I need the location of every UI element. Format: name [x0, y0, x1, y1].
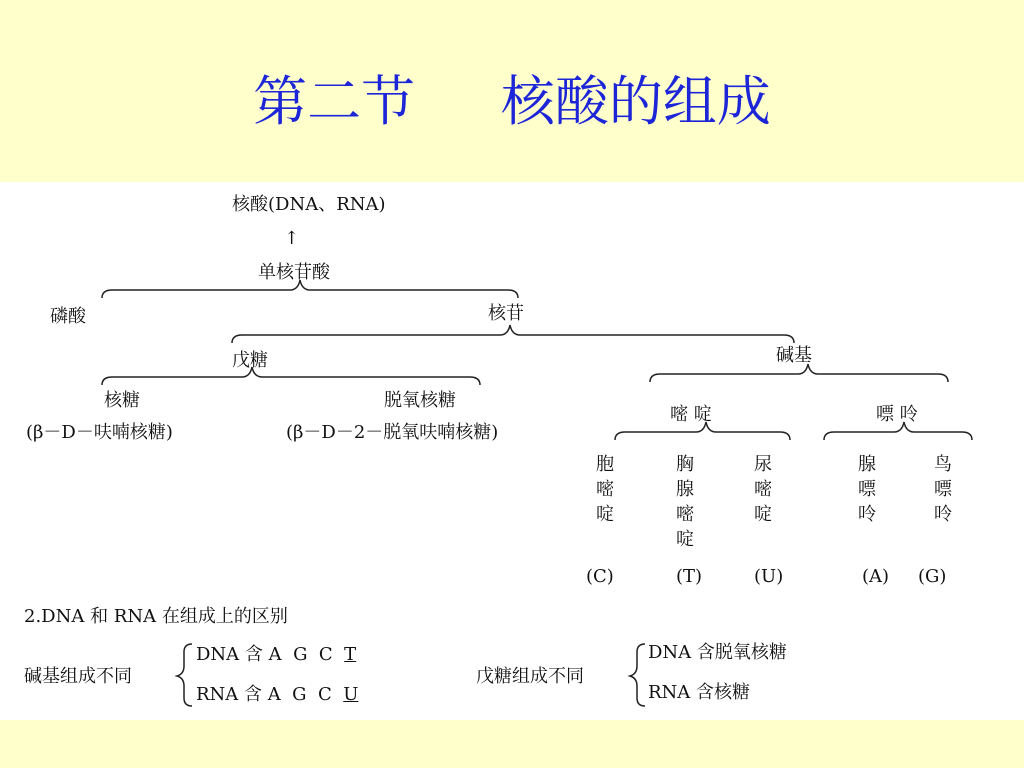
comparison-heading: 2.DNA 和 RNA 在组成上的区别 [24, 606, 288, 627]
base-label: 碱基 [776, 345, 812, 366]
base-compare-brace [177, 644, 192, 706]
pentose-label: 戊糖 [232, 350, 268, 371]
pyrimidine-label: 嘧 啶 [670, 404, 712, 425]
cytosine-abbr: (C) [586, 566, 614, 587]
phosphate-label: 磷酸 [50, 306, 86, 327]
ribose-full-label: (β－D－呋喃核糖) [26, 422, 173, 443]
adenine-abbr: (A) [862, 566, 890, 587]
bracket-lines [0, 182, 1024, 720]
dna-base-row: DNA 含 A G C T [196, 644, 357, 665]
adenine-label: 腺 嘌 呤 [858, 454, 876, 525]
nucleic-acid-label: 核酸(DNA、RNA) [232, 194, 386, 215]
dna-sugar-row: DNA 含脱氧核糖 [648, 642, 787, 663]
deoxyribose-label: 脱氧核糖 [384, 390, 456, 411]
ribose-label: 核糖 [104, 390, 140, 411]
sugar-compare-brace [630, 644, 645, 706]
diagram-panel [0, 182, 1024, 720]
slide-title: 第二节 核酸的组成 [253, 70, 771, 133]
nucleoside-brace [232, 325, 794, 343]
pentose-brace [102, 367, 480, 385]
cytosine-label: 胞 嘧 啶 [596, 454, 614, 525]
nucleoside-label: 核苷 [488, 303, 524, 324]
thymine-abbr: (T) [676, 566, 703, 587]
sugar-difference-label: 戊糖组成不同 [476, 666, 584, 687]
uracil-label: 尿 嘧 啶 [754, 454, 772, 525]
guanine-abbr: (G) [918, 566, 947, 587]
deoxyribose-full-label: (β－D－2－脱氧呋喃核糖) [286, 422, 499, 443]
rna-base-row: RNA 含 A G C U [196, 684, 359, 705]
base-difference-label: 碱基组成不同 [24, 666, 132, 687]
uracil-abbr: (U) [754, 566, 784, 587]
guanine-label: 鸟 嘌 呤 [934, 454, 952, 525]
arrow-up-icon: ↑ [284, 228, 300, 249]
rna-sugar-row: RNA 含核糖 [648, 682, 751, 703]
thymine-label: 胸 腺 嘧 啶 [676, 454, 694, 550]
purine-label: 嘌 呤 [876, 404, 918, 425]
nucleotide-label: 单核苷酸 [258, 262, 330, 283]
